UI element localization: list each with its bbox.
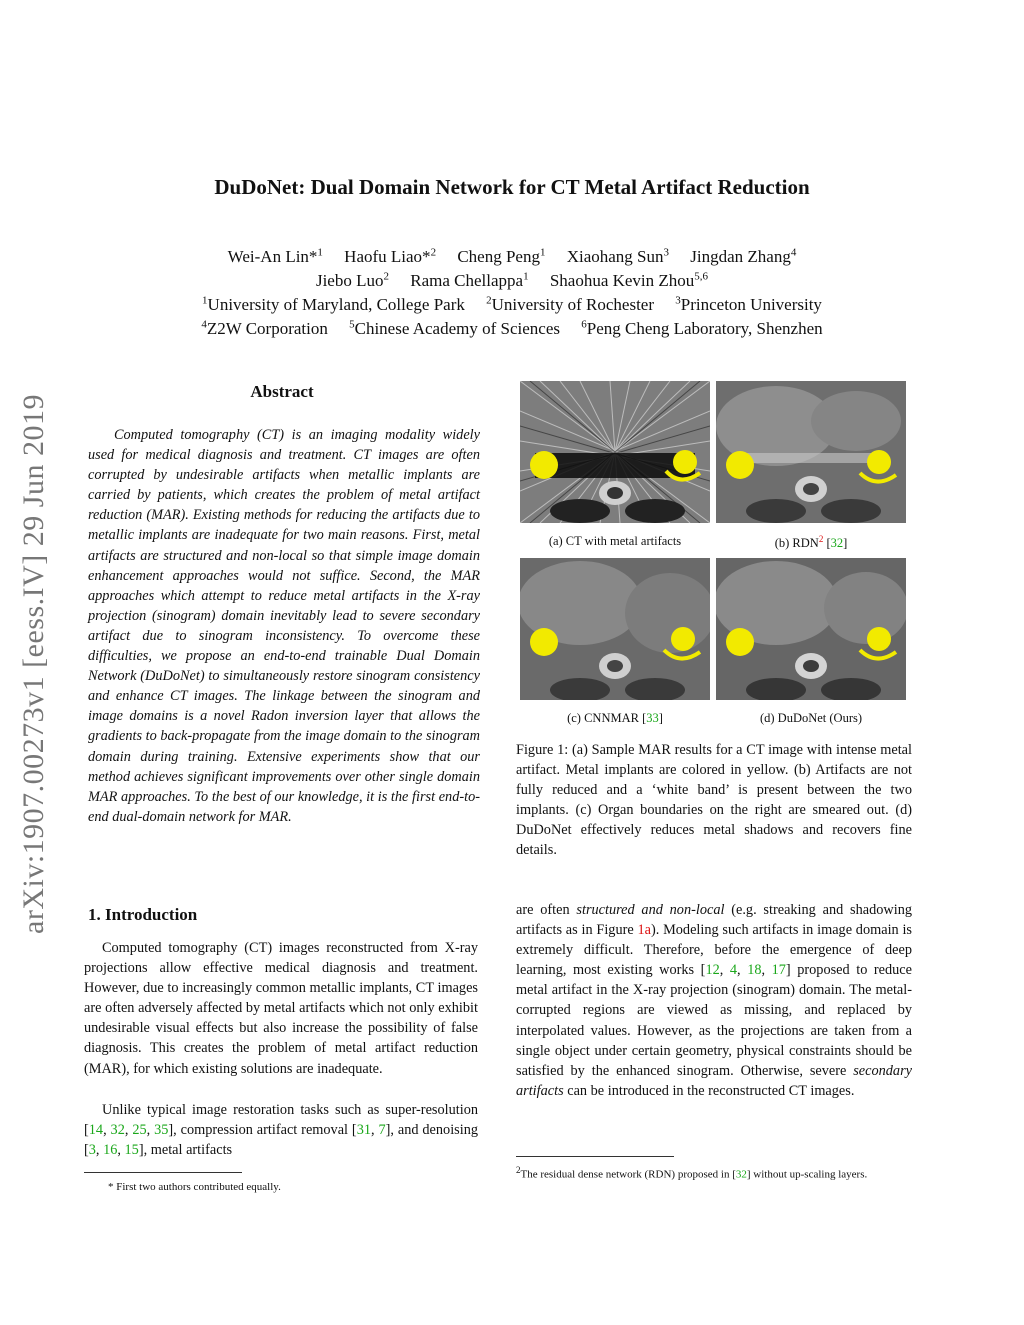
citation-link[interactable]: 7 [378, 1122, 386, 1139]
citation-link[interactable]: 32 [110, 1122, 125, 1139]
abstract-heading: Abstract [250, 382, 314, 401]
affiliations-line-2 [0, 312, 1024, 341]
metal-implant-marker [530, 451, 558, 479]
affiliation: $^4$Z2W Corporation [201, 318, 328, 338]
figure-panel-a [520, 381, 710, 523]
figure-panel-d [716, 558, 906, 700]
author: Xiaohang Sun$^3$ [566, 246, 669, 266]
author: Rama Chellappa$^1$ [410, 270, 529, 290]
intro-paragraph-2: Unlike typical image restoration tasks such as super-resolution [14, 32, 25, 35], compression artifact removal [31, 7], and denoising [3, 16, 15], metal artifacts [84, 1102, 478, 1159]
figure-panel-b [716, 381, 906, 523]
affiliation: $^5$Chinese Academy of Sciences [349, 318, 560, 338]
author: Wei-An Lin*$^1$ [227, 246, 323, 266]
citation-link[interactable]: 18 [747, 962, 762, 979]
citation-link[interactable]: 14 [88, 1122, 104, 1139]
figure-panel-c [520, 558, 710, 700]
footnote-rule [84, 1172, 242, 1173]
affiliation: $^2$University of Rochester [486, 294, 655, 314]
subcaption-b: (b) RDN$^2$ [32] [774, 534, 848, 551]
metal-implant-marker [671, 627, 695, 651]
subcaption-a: (a) CT with metal artifacts [548, 534, 682, 548]
citation-link[interactable]: 4 [729, 962, 738, 979]
citation-link[interactable]: 32 [735, 1168, 747, 1181]
subcaption-d: (d) DuDoNet (Ours) [759, 711, 863, 725]
author: Jiebo Luo$^2$ [315, 270, 389, 290]
figure-ref-link[interactable]: 1a [637, 922, 651, 939]
author: Shaohua Kevin Zhou$^{5,6}$ [549, 270, 709, 290]
citation-link[interactable]: 15 [124, 1142, 139, 1159]
footnote-right: $^2$The residual dense network (RDN) proposed in [32] without up-scaling layers. [516, 1165, 868, 1181]
metal-implant-marker [867, 627, 891, 651]
metal-implant-marker [726, 628, 754, 656]
arxiv-stamp[interactable]: arXiv:1907.00273v1 [eess.IV] 29 Jun 2019 [17, 394, 50, 934]
affiliation: $^6$Peng Cheng Laboratory, Shenzhen [581, 318, 823, 338]
author: Cheng Peng$^1$ [457, 246, 546, 266]
metal-implant-marker [867, 450, 891, 474]
citation-link[interactable]: 31 [356, 1122, 371, 1139]
citation-link[interactable]: 33 [646, 711, 659, 725]
citation-link[interactable]: 17 [771, 962, 786, 979]
intro-heading: 1. Introduction [88, 905, 198, 924]
metal-implant-marker [726, 451, 754, 479]
citation-link[interactable]: 3 [88, 1142, 96, 1159]
figure-caption: Figure 1: (a) Sample MAR results for a CT image with intense metal artifact. Metal implants are colored in yellow. (b) Artifacts are not fully reduced and a ‘white band’ is present between the two implants. (c) Organ boundaries on the right are smeared out. (d) DuDoNet effectively reduces metal shadows and recovers fine details. [516, 742, 912, 859]
footnote-rule [516, 1156, 674, 1157]
citation-link[interactable]: 32 [830, 536, 844, 551]
footnote-left: * First two authors contributed equally. [108, 1181, 281, 1193]
metal-implant-marker [530, 628, 558, 656]
author: Jingdan Zhang$^4$ [690, 246, 797, 266]
abstract-text: Computed tomography (CT) is an imaging modality widely used for medical diagnosis and treatment. CT images are often corrupted by undesirable artifacts when metallic implants are carried by patients, which creates the problem of metal artifact reduction (MAR). Existing methods for reducing the artifacts due to metallic implants are inadequate for two main reasons. First, metal artifacts are structured and non-local so that simple image domain enhancement approaches would not suffice. Second, the MAR approaches which attempt to reduce metal artifacts in the X-ray projection (sinogram) domain inevitably lead to severe secondary artifact due to sinogram inconsistency. To overcome these difficulties, we propose an end-to-end trainable Dual Domain Network (DuDoNet) to simultaneously restore sinogram consistency and enhance CT images. The linkage between the sinogram and image domains is a novel Radon inversion layer that allows the gradients to back-propagate from the image domain to the sinogram domain during training. Extensive experiments show that our method achieves significant improvements over other single domain MAR approaches. To the best of our knowledge, it is the first end-to-end dual-domain network for MAR. [88, 427, 480, 825]
paper-title: DuDoNet: Dual Domain Network for CT Metal Artifact Reduction [214, 175, 810, 199]
subcaption-c: (c) CNNMAR [33] [567, 711, 663, 725]
citation-link[interactable]: 35 [154, 1122, 169, 1139]
affiliation: $^1$University of Maryland, College Park [202, 294, 465, 314]
metal-implant-marker [673, 450, 697, 474]
intro-paragraph-1: Computed tomography (CT) images reconstructed from X-ray projections allow effective medical diagnosis and treatment. However, due to increasingly common metallic implants, CT images are often adversely affected by metal artifacts which not only exhibit undesirable visual effects but also increase the possibility of false diagnosis. This creates the problem of metal artifact reduction (MAR), for which existing solutions are inadequate. [84, 940, 478, 1077]
citation-link[interactable]: 16 [103, 1142, 118, 1159]
citation-link[interactable]: 25 [132, 1122, 147, 1139]
author: Haofu Liao*$^2$ [344, 246, 437, 266]
affiliation: $^3$Princeton University [675, 294, 822, 314]
citation-link[interactable]: 12 [705, 962, 720, 979]
right-column-paragraph: are often structured and non-local (e.g. streaking and shadowing artifacts as in Figure 1a). Modeling such artifacts in image domain is extremely difficult. Therefore, before the emergence of deep learning, most existing works [12, 4, 18, 17] proposed to reduce metal artifact in the X-ray projection (sinogram) domain. The metal-corrupted regions are viewed as missing, and replaced by interpolated values. However, as the projections are taken from a single object under certain geometry, physical constraints should be satisfied by the enhanced sinogram. Otherwise, severe secondary artifacts can be introduced in the reconstructed CT images. [516, 902, 912, 1099]
